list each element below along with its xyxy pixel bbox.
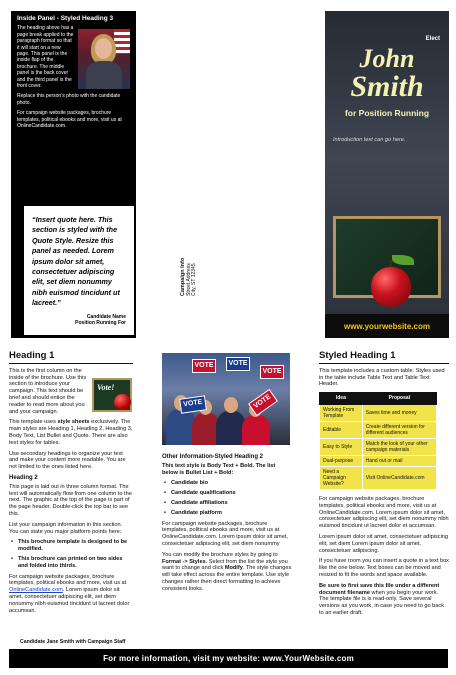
platform-bullet-list: [9, 539, 133, 569]
list-item: • Candidate platform: [162, 510, 292, 517]
table-row: Need a Campaign Website? Visit OnlineCandidate.com: [320, 466, 437, 489]
replace-photo-note: Replace this person’s photo with the candidate photo.: [17, 93, 121, 106]
list-intro-paragraph: List your campaign information in this section. You can state you major platform points here:: [9, 521, 123, 535]
quote-tip-paragraph: If you have room you can insert a quote in a text box like the one below. Text boxes can be moved and resized to fit the words and space available.: [319, 558, 449, 578]
vote-sign: VOTE: [248, 389, 278, 416]
other-info-heading: Other Information-Styled Heading 2: [162, 454, 264, 460]
styled-heading-1: Styled Heading 1: [319, 353, 449, 364]
table-row: Easy to Style Match the look of your other campaign materials: [320, 438, 437, 455]
quote-text: “Insert quote here. This section is styled with the Quote Style. Resize this panel as needed. Lorem ipsum dolor sit amet, consectetuer adipiscing elit, set diem nonummy nibh euismod tincidunt ut lacreet.”: [32, 215, 120, 308]
photo-caption: Candidate Jane Smith with Campaign Staff: [20, 639, 126, 645]
candidate-first-name: John: [359, 44, 415, 73]
list-item: • This brochure can printed on two sides and folded into thirds.: [9, 556, 133, 570]
packages-paragraph: For campaign website packages, brochure templates, political ebooks and more, visit us at OnlineCandidate.com. Lorem ipsum dolor sit amet, consectetuer adipiscing elit, set diem nonummy nibh euismod tincidunt ut lacreet dolor accumsan.: [9, 573, 130, 614]
apple-icon: [371, 267, 411, 307]
inside-flap-panel: [11, 11, 136, 338]
inside-panel-heading: Inside Panel - Styled Heading 3: [17, 15, 114, 22]
styles-paragraph: This template uses style sheets exclusively. The main styles are Heading 1, Heading 2, Heading 3, Body Text, List Bullet and Quote. There are also text styles for tables.: [9, 419, 133, 446]
online-candidate-link[interactable]: OnlineCandidate.com: [9, 587, 63, 594]
vote-sign: VOTE: [226, 357, 250, 371]
attribution-role: Position Running For: [75, 319, 126, 326]
table-header-row: [320, 393, 437, 405]
table-intro: This template includes a custom table. Styles used in the table include Table Text and Table Text Header.: [319, 367, 445, 388]
save-tip-paragraph: Be sure to first save this file under a different document filename when you begin your work. The template file is is read-only. Save several versions as you work, in case you need to go back to an earlier draft.: [319, 582, 444, 616]
packages-paragraph: For campaign website packages, brochure templates, political ebooks and more, visit us at OnlineCandidate.com. Lorem ipsum dolor sit amet, consectetuer adipiscing elit, set diem nonummy: [162, 520, 288, 547]
city-state-zip: City, ST 12345: [191, 263, 198, 296]
inside-column-1: [9, 350, 133, 618]
front-cover-panel: [325, 11, 449, 338]
rally-photo: [162, 353, 290, 445]
cover-website: www.yourwebsite.com: [325, 314, 449, 338]
vote-sign: VOTE: [192, 359, 216, 373]
table-row: Editable Create different version for different audiences: [320, 421, 437, 438]
table-row: Working From Template Saves time and money: [320, 404, 437, 421]
vote-chalkboard-image: [92, 378, 132, 412]
candidate-photo: [78, 29, 130, 89]
cover-intro: Introduction text can go here.: [333, 137, 406, 143]
flag-graphic: [114, 29, 130, 54]
campaign-info-address: [181, 258, 198, 296]
list-item: • Candidate affiliations: [162, 500, 292, 507]
inside-column-3: [319, 350, 449, 621]
candidate-last-name: Smith: [350, 70, 424, 103]
quote-box: [24, 206, 134, 335]
packages-note: For campaign website packages, brochure templates, political ebooks and more, visit us at OnlineCandidate.com.: [17, 110, 122, 130]
other-info-body: This text style is Body Text + Bold. The list below is Bullet List + Bold:: [162, 462, 276, 476]
lorem-paragraph: Lorem ipsum dolor sit amet, consectetuer adipiscing elit, set diem Lorem ipsum dolor sit amet, consectetuer adipiscing.: [319, 533, 449, 554]
secondary-headings-paragraph: Use secondary headings to organize your text and make your content more readable. You are not limited to the ones listed here.: [9, 450, 126, 471]
modify-styles-paragraph: You can modify the brochure styles by going to Format -> Styles. Select from the list the style you want to change and click Modify. The style changes will take effect across the entire template. Use style changes rather then direct formatting to achieve consistent looks.: [162, 551, 292, 592]
inside-column-2: [162, 353, 292, 597]
packages-paragraph: For campaign website packages, brochure templates, political ebooks and more, visit us at OnlineCandidate.com. Lorem ipsum dolor sit amet, consectetuer adipiscing elit, set diem nonummy nibh euismod tincidunt ut lacreet dolor et accumsan.: [319, 495, 449, 530]
footer-website-bar: For more information, visit my website: www.YourWebsite.com: [9, 649, 448, 668]
position-running: for Position Running: [344, 108, 430, 118]
apple-icon: [114, 394, 131, 410]
table-header: Proposal: [362, 393, 436, 405]
street-address: Street Address: [185, 263, 192, 296]
candidate-bullet-list: [162, 480, 292, 516]
elect-label: Elect: [425, 36, 440, 42]
quote-attribution: [32, 314, 126, 326]
vote-sign: VOTE: [260, 365, 284, 379]
layout-paragraph: This page is laid out in three column format. The text will automatically flow from one column to the next. The graphic at the top of the page is part of the page header. Double-click the top bar to see this.: [9, 483, 132, 517]
list-item: • This brochure template is designed to be modified.: [9, 539, 133, 553]
campaign-info-title: Campaign Info: [180, 257, 186, 296]
inside-panel-text: The heading above has a page break applied to the paragraph format so that it will start on a new page. This panel is the inside flap of the brochure. The middle panel is the back cover and the third panel is the front cover.: [17, 25, 74, 90]
list-item: • Candidate bio: [162, 480, 292, 487]
heading-1: Heading 1: [9, 353, 133, 364]
column-intro: This is the first column on the inside of the brochure. Use this section to introduce your campaign. This text should be brief and should entice the reader to read more about you and your campaign.: [9, 367, 87, 415]
vote-sign: VOTE: [179, 395, 207, 413]
vote-label: Vote!: [97, 382, 115, 392]
attribution-name: Candidate Name: [86, 313, 126, 320]
heading-2: Heading 2: [9, 474, 38, 481]
table-header: Idea: [320, 393, 363, 405]
idea-proposal-table: [319, 392, 437, 490]
table-row: Dual-purpose Hand out or mail: [320, 455, 437, 466]
list-item: • Candidate qualifications: [162, 490, 292, 497]
